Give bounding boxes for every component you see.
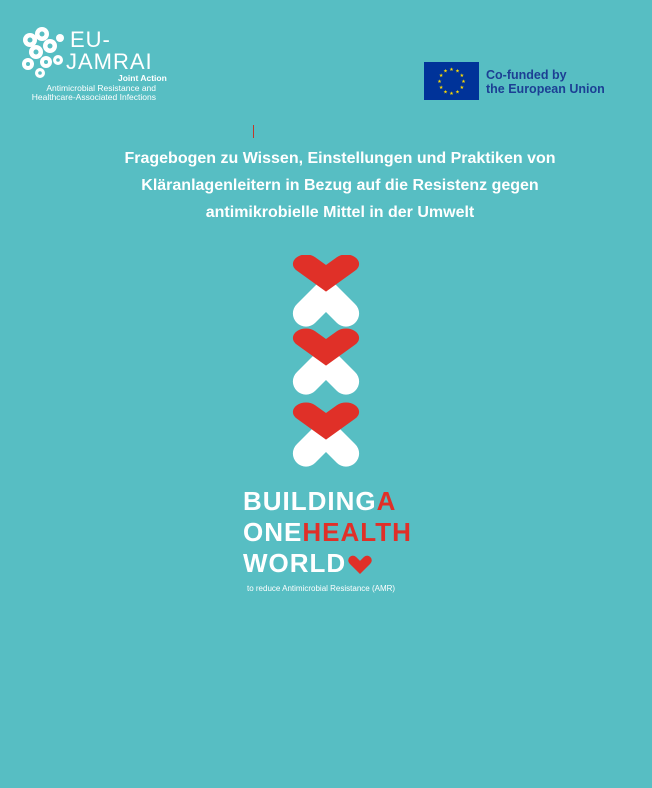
eu-flag-icon: [424, 62, 479, 100]
eu-funding-statement: [486, 68, 605, 96]
eu-star-icon: ★: [449, 67, 454, 73]
tagline-health: HEALTH: [302, 517, 412, 547]
tagline-subline: to reduce Antimicrobial Resistance (AMR): [247, 584, 396, 593]
eu-star-icon: ★: [449, 91, 454, 97]
heart-pair-top: [293, 255, 359, 327]
eu-star-icon: ★: [459, 73, 465, 79]
text-cursor: [253, 125, 254, 138]
logo-hai-line: Healthcare-Associated Infections: [31, 92, 156, 102]
tagline-world: WORLD: [243, 548, 347, 578]
title-line-2: Kläranlagenleitern in Bezug auf die Resistenz gegen: [141, 177, 539, 194]
eu-star-icon: ★: [455, 68, 460, 75]
eu-star-icon: ★: [438, 85, 444, 91]
title-line-3: antimikrobielle Mittel in der Umwelt: [205, 204, 475, 221]
document-title: [60, 145, 620, 226]
building-one-health-world-tagline: [243, 486, 443, 579]
tagline-one: ONE: [243, 517, 303, 547]
eu-star-icon: ★: [437, 79, 442, 85]
eu-star-icon: ★: [455, 89, 460, 96]
eu-star-icon: ★: [461, 79, 466, 85]
tagline-building: BUILDING: [243, 486, 377, 516]
eu-funding-line1: Co-funded by: [486, 68, 567, 82]
eu-star-icon: ★: [443, 89, 448, 96]
eu-funding-line2: the European Union: [486, 82, 605, 96]
heart-pair-middle: [293, 328, 359, 394]
eu-star-icon: ★: [459, 85, 465, 91]
title-line-1: Fragebogen zu Wissen, Einstellungen und Praktiken von: [124, 150, 556, 167]
eu-star-icon: ★: [438, 73, 444, 79]
eu-jamrai-logo: [20, 26, 170, 106]
logo-eu-text: EU-: [70, 27, 111, 52]
heart-icon: [348, 552, 372, 574]
logo-joint-action: Joint Action: [118, 73, 167, 83]
eu-star-icon: ★: [443, 68, 448, 75]
logo-jamrai-text: JAMRAI: [66, 49, 153, 74]
heart-pair-bottom: [293, 402, 359, 466]
hearts-graphic: [289, 255, 363, 470]
logo-amr-line: Antimicrobial Resistance and: [46, 83, 156, 93]
tagline-a: A: [376, 486, 397, 516]
molecule-cluster-icon: [20, 26, 70, 80]
